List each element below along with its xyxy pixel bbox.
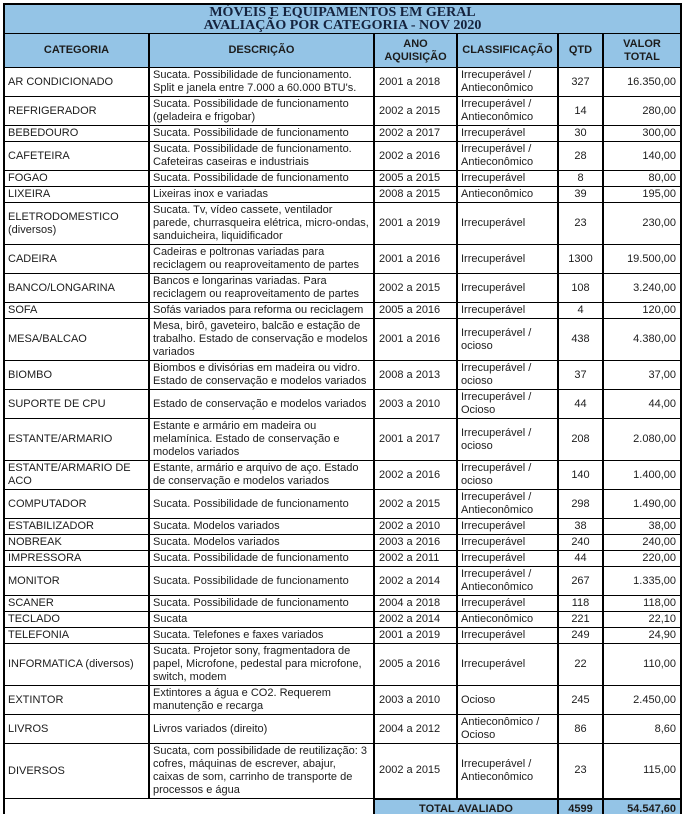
cell-categoria: MONITOR — [4, 567, 149, 596]
table-row — [4, 519, 681, 535]
cell-ano-aquisicao: 2002 a 2014 — [374, 567, 457, 596]
cell-qtd: 8 — [558, 171, 603, 187]
column-header-valor-total: VALOR TOTAL — [603, 34, 681, 68]
cell-categoria: ESTANTE/ARMARIO DE ACO — [4, 461, 149, 490]
cell-classificacao: Irrecuperável / Antieconômico — [457, 142, 558, 171]
cell-classificacao: Irrecuperável — [457, 126, 558, 142]
cell-valor-total: 37,00 — [603, 361, 681, 390]
table-row — [4, 567, 681, 596]
column-header-qtd: QTD — [558, 34, 603, 68]
table-body — [4, 68, 681, 799]
cell-categoria: ELETRODOMESTICO (diversos) — [4, 203, 149, 245]
cell-categoria: FOGAO — [4, 171, 149, 187]
table-row — [4, 142, 681, 171]
cell-classificacao: Irrecuperável — [457, 203, 558, 245]
table-row — [4, 203, 681, 245]
column-header-categoria: CATEGORIA — [4, 34, 149, 68]
cell-ano-aquisicao: 2001 a 2016 — [374, 245, 457, 274]
cell-descricao: Extintores a água e CO2. Requerem manutenção e recarga — [149, 686, 374, 715]
cell-descricao: Sucata, com possibilidade de reutilização: 3 cofres, máquinas de escrever, abajur, caixas de som, carrinho de transporte de processos e água — [149, 744, 374, 799]
cell-descricao: Estante, armário e arquivo de aço. Estado de conservação e modelos variados — [149, 461, 374, 490]
cell-qtd: 208 — [558, 419, 603, 461]
cell-categoria: SUPORTE DE CPU — [4, 390, 149, 419]
table-row — [4, 187, 681, 203]
column-header-ano-aquisicao: ANO AQUISIÇÃO — [374, 34, 457, 68]
table-row — [4, 535, 681, 551]
cell-descricao: Sucata. Modelos variados — [149, 535, 374, 551]
page-title — [4, 4, 681, 34]
cell-classificacao: Irrecuperável — [457, 245, 558, 274]
cell-descricao: Sucata. Possibilidade de funcionamento — [149, 171, 374, 187]
cell-categoria: CADEIRA — [4, 245, 149, 274]
cell-categoria: ESTABILIZADOR — [4, 519, 149, 535]
cell-classificacao: Irrecuperável / Antieconômico — [457, 97, 558, 126]
cell-ano-aquisicao: 2004 a 2018 — [374, 596, 457, 612]
cell-categoria: MESA/BALCAO — [4, 319, 149, 361]
cell-valor-total: 22,10 — [603, 612, 681, 628]
cell-classificacao: Irrecuperável / ocioso — [457, 461, 558, 490]
cell-categoria: BANCO/LONGARINA — [4, 274, 149, 303]
cell-qtd: 23 — [558, 203, 603, 245]
cell-qtd: 240 — [558, 535, 603, 551]
cell-categoria: REFRIGERADOR — [4, 97, 149, 126]
cell-categoria: AR CONDICIONADO — [4, 68, 149, 97]
table-row — [4, 319, 681, 361]
cell-qtd: 249 — [558, 628, 603, 644]
cell-qtd: 86 — [558, 715, 603, 744]
cell-valor-total: 24,90 — [603, 628, 681, 644]
table-row — [4, 461, 681, 490]
cell-valor-total: 280,00 — [603, 97, 681, 126]
cell-descricao: Sucata. Projetor sony, fragmentadora de papel, Microfone, pedestal para microfone, switch, modem — [149, 644, 374, 686]
cell-qtd: 118 — [558, 596, 603, 612]
cell-qtd: 37 — [558, 361, 603, 390]
table-row — [4, 126, 681, 142]
cell-descricao: Sucata — [149, 612, 374, 628]
cell-ano-aquisicao: 2002 a 2016 — [374, 142, 457, 171]
cell-categoria: BIOMBO — [4, 361, 149, 390]
cell-ano-aquisicao: 2002 a 2015 — [374, 744, 457, 799]
cell-qtd: 38 — [558, 519, 603, 535]
cell-qtd: 1300 — [558, 245, 603, 274]
cell-valor-total: 3.240,00 — [603, 274, 681, 303]
column-header-classificacao: CLASSIFICAÇÃO — [457, 34, 558, 68]
evaluation-table — [3, 3, 682, 814]
cell-valor-total: 120,00 — [603, 303, 681, 319]
table-row — [4, 390, 681, 419]
cell-ano-aquisicao: 2002 a 2015 — [374, 490, 457, 519]
cell-descricao: Sucata. Modelos variados — [149, 519, 374, 535]
cell-descricao: Sucata. Telefones e faxes variados — [149, 628, 374, 644]
cell-qtd: 4 — [558, 303, 603, 319]
cell-categoria: SCANER — [4, 596, 149, 612]
cell-classificacao: Irrecuperável — [457, 551, 558, 567]
cell-categoria: ESTANTE/ARMARIO — [4, 419, 149, 461]
cell-classificacao: Irrecuperável / ocioso — [457, 319, 558, 361]
cell-valor-total: 38,00 — [603, 519, 681, 535]
cell-categoria: CAFETEIRA — [4, 142, 149, 171]
cell-valor-total: 1.335,00 — [603, 567, 681, 596]
cell-classificacao: Antieconômico / Ocioso — [457, 715, 558, 744]
cell-descricao: Sucata. Possibilidade de funcionamento (geladeira e frigobar) — [149, 97, 374, 126]
cell-descricao: Sofás variados para reforma ou reciclagem — [149, 303, 374, 319]
cell-ano-aquisicao: 2002 a 2010 — [374, 519, 457, 535]
cell-valor-total: 1.490,00 — [603, 490, 681, 519]
cell-categoria: DIVERSOS — [4, 744, 149, 799]
cell-valor-total: 2.450,00 — [603, 686, 681, 715]
table-row — [4, 245, 681, 274]
cell-valor-total: 230,00 — [603, 203, 681, 245]
total-qtd: 4599 — [558, 799, 603, 814]
table-row — [4, 644, 681, 686]
cell-valor-total: 16.350,00 — [603, 68, 681, 97]
cell-ano-aquisicao: 2004 a 2012 — [374, 715, 457, 744]
cell-descricao: Livros variados (direito) — [149, 715, 374, 744]
cell-descricao: Bancos e longarinas variadas. Para reciclagem ou reaproveitamento de partes — [149, 274, 374, 303]
cell-descricao: Cadeiras e poltronas variadas para reciclagem ou reaproveitamento de partes — [149, 245, 374, 274]
table-row — [4, 551, 681, 567]
cell-classificacao: Irrecuperável — [457, 519, 558, 535]
cell-descricao: Sucata. Possibilidade de funcionamento — [149, 567, 374, 596]
cell-ano-aquisicao: 2003 a 2016 — [374, 535, 457, 551]
cell-valor-total: 8,60 — [603, 715, 681, 744]
table-row — [4, 490, 681, 519]
cell-classificacao: Irrecuperável — [457, 274, 558, 303]
table-row — [4, 171, 681, 187]
cell-qtd: 108 — [558, 274, 603, 303]
cell-valor-total: 240,00 — [603, 535, 681, 551]
cell-descricao: Mesa, birô, gaveteiro, balcão e estação de trabalho. Estado de conservação e modelos variados — [149, 319, 374, 361]
cell-qtd: 14 — [558, 97, 603, 126]
table-head — [4, 4, 681, 68]
total-valor: 54.547,60 — [603, 799, 681, 814]
table-row — [4, 68, 681, 97]
cell-ano-aquisicao: 2008 a 2013 — [374, 361, 457, 390]
cell-descricao: Sucata. Possibilidade de funcionamento. Split e janela entre 7.000 a 60.000 BTU's. — [149, 68, 374, 97]
cell-descricao: Biombos e divisórias em madeira ou vidro. Estado de conservação e modelos variados — [149, 361, 374, 390]
cell-classificacao: Irrecuperável — [457, 644, 558, 686]
cell-valor-total: 118,00 — [603, 596, 681, 612]
cell-categoria: SOFA — [4, 303, 149, 319]
cell-qtd: 22 — [558, 644, 603, 686]
cell-ano-aquisicao: 2001 a 2019 — [374, 628, 457, 644]
cell-descricao: Sucata. Possibilidade de funcionamento — [149, 551, 374, 567]
title-line-1: MÓVEIS E EQUIPAMENTOS EM GERAL — [209, 5, 476, 20]
cell-ano-aquisicao: 2003 a 2010 — [374, 686, 457, 715]
table-row — [4, 744, 681, 799]
cell-valor-total: 220,00 — [603, 551, 681, 567]
cell-valor-total: 140,00 — [603, 142, 681, 171]
cell-ano-aquisicao: 2002 a 2015 — [374, 274, 457, 303]
total-label: TOTAL AVALIADO — [374, 799, 558, 814]
cell-valor-total: 195,00 — [603, 187, 681, 203]
table-row — [4, 361, 681, 390]
cell-qtd: 298 — [558, 490, 603, 519]
cell-classificacao: Antieconômico — [457, 612, 558, 628]
cell-descricao: Lixeiras inox e variadas — [149, 187, 374, 203]
title-line-2: AVALIAÇÃO POR CATEGORIA - NOV 2020 — [203, 18, 482, 33]
cell-ano-aquisicao: 2002 a 2015 — [374, 97, 457, 126]
table-row — [4, 715, 681, 744]
cell-ano-aquisicao: 2002 a 2017 — [374, 126, 457, 142]
cell-classificacao: Irrecuperável / Antieconômico — [457, 68, 558, 97]
column-header-descricao: DESCRIÇÃO — [149, 34, 374, 68]
cell-valor-total: 300,00 — [603, 126, 681, 142]
title-row — [4, 4, 681, 34]
table-row — [4, 97, 681, 126]
cell-categoria: IMPRESSORA — [4, 551, 149, 567]
cell-qtd: 44 — [558, 551, 603, 567]
cell-descricao: Sucata. Possibilidade de funcionamento — [149, 490, 374, 519]
cell-categoria: NOBREAK — [4, 535, 149, 551]
cell-classificacao: Irrecuperável / Ocioso — [457, 390, 558, 419]
cell-ano-aquisicao: 2005 a 2015 — [374, 171, 457, 187]
cell-ano-aquisicao: 2001 a 2018 — [374, 68, 457, 97]
table-row — [4, 303, 681, 319]
cell-categoria: LIXEIRA — [4, 187, 149, 203]
cell-qtd: 30 — [558, 126, 603, 142]
cell-ano-aquisicao: 2008 a 2015 — [374, 187, 457, 203]
cell-categoria: TECLADO — [4, 612, 149, 628]
cell-classificacao: Irrecuperável / ocioso — [457, 419, 558, 461]
cell-qtd: 140 — [558, 461, 603, 490]
table-row — [4, 274, 681, 303]
cell-descricao: Estante e armário em madeira ou melamínica. Estado de conservação e modelos variados — [149, 419, 374, 461]
cell-valor-total: 80,00 — [603, 171, 681, 187]
cell-qtd: 327 — [558, 68, 603, 97]
cell-ano-aquisicao: 2005 a 2016 — [374, 303, 457, 319]
cell-classificacao: Antieconômico — [457, 187, 558, 203]
cell-ano-aquisicao: 2002 a 2011 — [374, 551, 457, 567]
cell-ano-aquisicao: 2001 a 2016 — [374, 319, 457, 361]
cell-ano-aquisicao: 2003 a 2010 — [374, 390, 457, 419]
cell-descricao: Sucata. Possibilidade de funcionamento. Cafeteiras caseiras e industriais — [149, 142, 374, 171]
cell-categoria: LIVROS — [4, 715, 149, 744]
table-row — [4, 596, 681, 612]
cell-qtd: 28 — [558, 142, 603, 171]
cell-descricao: Sucata. Tv, vídeo cassete, ventilador parede, churrasqueira elétrica, micro-ondas, sanduicheira, liquidificador — [149, 203, 374, 245]
cell-qtd: 221 — [558, 612, 603, 628]
table-row — [4, 419, 681, 461]
footer-spacer — [4, 799, 374, 814]
cell-categoria: TELEFONIA — [4, 628, 149, 644]
column-header-row — [4, 34, 681, 68]
cell-qtd: 438 — [558, 319, 603, 361]
cell-classificacao: Irrecuperável — [457, 171, 558, 187]
cell-qtd: 39 — [558, 187, 603, 203]
cell-categoria: BEBEDOURO — [4, 126, 149, 142]
cell-valor-total: 2.080,00 — [603, 419, 681, 461]
cell-classificacao: Irrecuperável / Antieconômico — [457, 567, 558, 596]
cell-ano-aquisicao: 2002 a 2016 — [374, 461, 457, 490]
cell-qtd: 245 — [558, 686, 603, 715]
cell-ano-aquisicao: 2001 a 2017 — [374, 419, 457, 461]
cell-ano-aquisicao: 2001 a 2019 — [374, 203, 457, 245]
table-row — [4, 612, 681, 628]
cell-classificacao: Ocioso — [457, 686, 558, 715]
cell-qtd: 44 — [558, 390, 603, 419]
cell-qtd: 267 — [558, 567, 603, 596]
cell-classificacao: Irrecuperável / Antieconômico — [457, 744, 558, 799]
cell-valor-total: 4.380,00 — [603, 319, 681, 361]
cell-descricao: Sucata. Possibilidade de funcionamento — [149, 126, 374, 142]
cell-valor-total: 19.500,00 — [603, 245, 681, 274]
table-footer — [4, 799, 681, 814]
cell-classificacao: Irrecuperável / ocioso — [457, 361, 558, 390]
cell-valor-total: 110,00 — [603, 644, 681, 686]
cell-ano-aquisicao: 2002 a 2014 — [374, 612, 457, 628]
total-row — [4, 799, 681, 814]
cell-classificacao: Irrecuperável — [457, 535, 558, 551]
cell-descricao: Estado de conservação e modelos variados — [149, 390, 374, 419]
cell-qtd: 23 — [558, 744, 603, 799]
cell-categoria: COMPUTADOR — [4, 490, 149, 519]
cell-valor-total: 44,00 — [603, 390, 681, 419]
table-row — [4, 686, 681, 715]
cell-classificacao: Irrecuperável — [457, 596, 558, 612]
cell-categoria: INFORMATICA (diversos) — [4, 644, 149, 686]
table-row — [4, 628, 681, 644]
cell-valor-total: 115,00 — [603, 744, 681, 799]
cell-classificacao: Irrecuperável — [457, 303, 558, 319]
cell-classificacao: Irrecuperável — [457, 628, 558, 644]
cell-classificacao: Irrecuperável / Antieconômico — [457, 490, 558, 519]
cell-valor-total: 1.400,00 — [603, 461, 681, 490]
cell-ano-aquisicao: 2005 a 2016 — [374, 644, 457, 686]
cell-categoria: EXTINTOR — [4, 686, 149, 715]
cell-descricao: Sucata. Possibilidade de funcionamento — [149, 596, 374, 612]
